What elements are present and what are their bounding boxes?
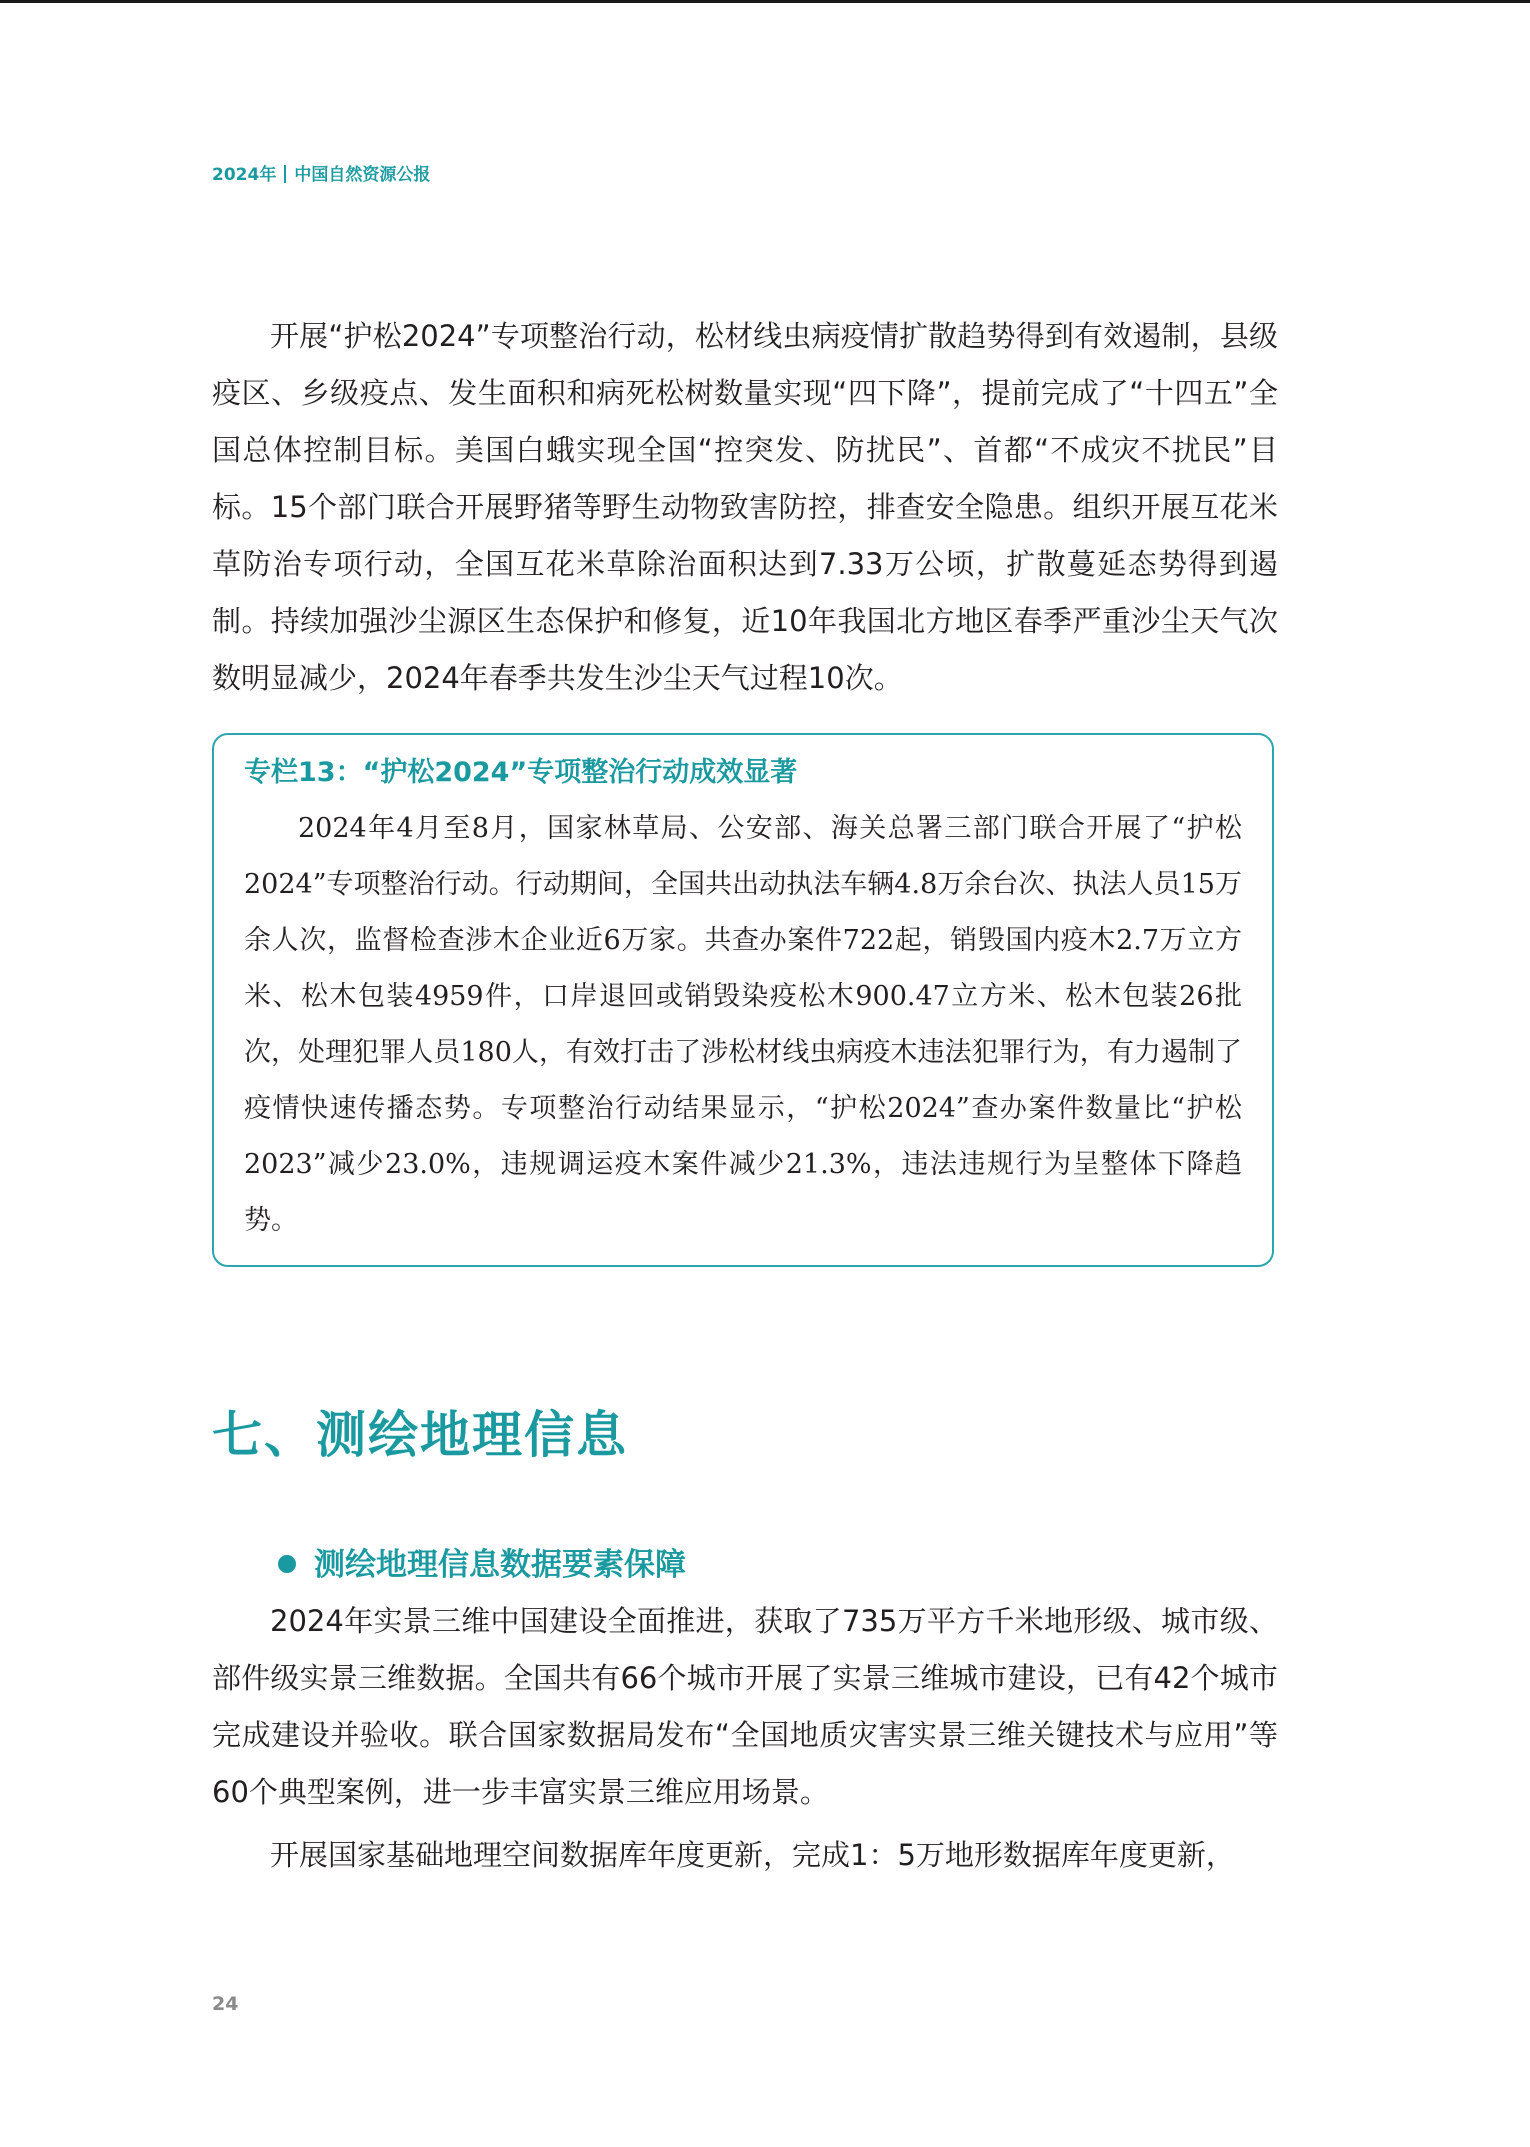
header-year: 2024年 <box>212 165 277 185</box>
subsection-title: 测绘地理信息数据要素保障 <box>314 1547 686 1583</box>
paragraph-database-update: 开展国家基础地理空间数据库年度更新，完成1：5万地形数据库年度更新， <box>270 1838 1235 1872</box>
header-separator <box>284 165 286 183</box>
body-section-bottom <box>212 1593 1278 1884</box>
bullet-dot-icon <box>278 1555 296 1573</box>
header-title: 中国自然资源公报 <box>294 165 431 185</box>
paragraph-realistic-3d: 2024年实景三维中国建设全面推进，获取了735万平方千米地形级、城市级、部件级实景三维数据。全国共有66个城市开展了实景三维城市建设，已有42个城市完成建设并验收。联合国家数据局发布“全国地质灾害实景三维关键技术与应用”等60个典型案例，进一步丰富实景三维应用场景。 <box>212 1604 1278 1809</box>
body-section-top <box>212 308 1278 707</box>
top-rule <box>0 0 1530 3</box>
subsection-heading <box>278 1542 686 1588</box>
running-header <box>212 160 430 185</box>
paragraph-pine-protection: 开展“护松2024”专项整治行动，松材线虫病疫情扩散趋势得到有效遏制，县级疫区、乡级疫点、发生面积和病死松树数量实现“四下降”，提前完成了“十四五”全国总体控制目标。美国白蛾实现全国“控突发、防扰民”、首都“不成灾不扰民”目标。15个部门联合开展野猪等野生动物致害防控，排查安全隐患。组织开展互花米草防治专项行动，全国互花米草除治面积达到7.33万公顷，扩散蔓延态势得到遏制。持续加强沙尘源区生态保护和修复，近10年我国北方地区春季严重沙尘天气次数明显减少，2024年春季共发生沙尘天气过程10次。 <box>212 319 1278 695</box>
page-number: 24 <box>212 1993 239 2015</box>
callout-body: 2024年4月至8月，国家林草局、公安部、海关总署三部门联合开展了“护松2024”专项整治行动。行动期间，全国共出动执法车辆4.8万余台次、执法人员15万余人次，监督检查涉木企业近6万家。共查办案件722起，销毁国内疫木2.7万立方米、松木包装4959件，口岸退回或销毁染疫松木900.47立方米、松木包装26批次，处理犯罪人员180人，有效打击了涉松材线虫病疫木违法犯罪行为，有力遏制了疫情快速传播态势。专项整治行动结果显示，“护松2024”查办案件数量比“护松2023”减少23.0%，违规调运疫木案件减少21.3%，违法违规行为呈整体下降趋势。 <box>244 813 1242 1236</box>
callout-box <box>212 733 1274 1267</box>
callout-title: 专栏13：“护松2024”专项整治行动成效显著 <box>244 757 798 788</box>
section-title: 七、测绘地理信息 <box>212 1406 628 1464</box>
